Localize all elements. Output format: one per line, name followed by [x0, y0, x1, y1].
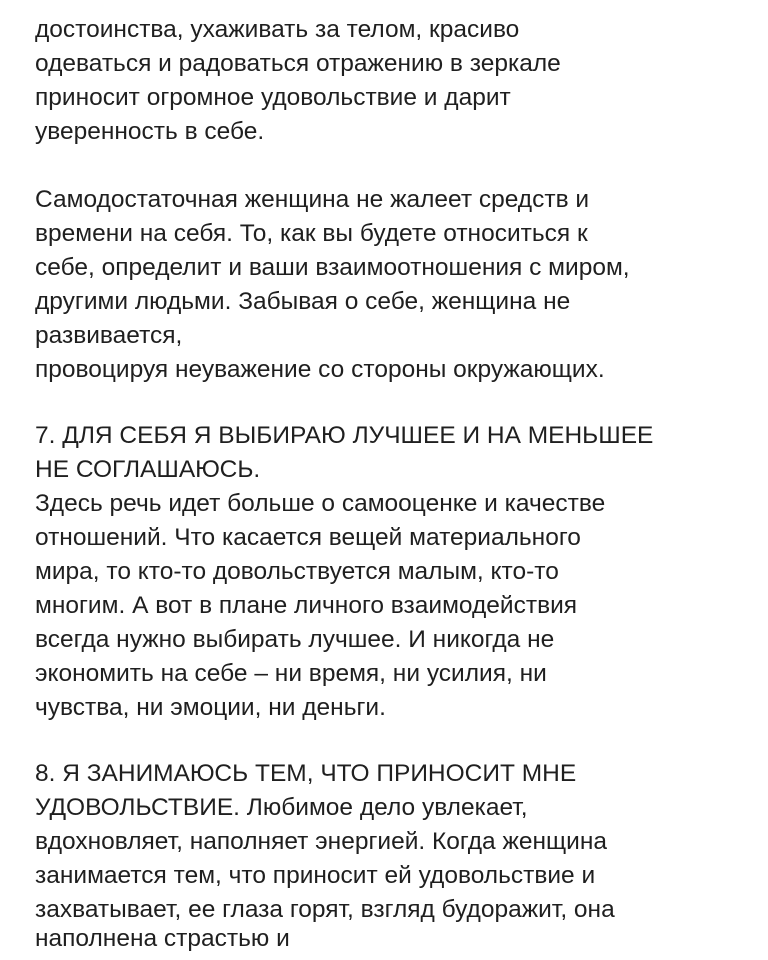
- text-line: Здесь речь идет больше о самооценке и качестве: [35, 490, 606, 517]
- text-line: провоцируя неуважение со стороны окружающих.: [35, 356, 605, 383]
- text-line: вдохновляет, наполняет энергией. Когда женщина: [35, 828, 608, 855]
- text-line: Самодостаточная женщина не жалеет средств и: [35, 186, 590, 213]
- text-line: занимается тем, что приносит ей удовольствие и: [35, 862, 596, 889]
- text-line: УДОВОЛЬСТВИЕ. Любимое дело увлекает,: [35, 794, 528, 821]
- text-line: экономить на себе – ни время, ни усилия, ни: [35, 660, 547, 687]
- section-heading-line: НЕ СОГЛАШАЮСЬ.: [35, 456, 261, 483]
- text-line: всегда нужно выбирать лучшее. И никогда не: [35, 626, 555, 653]
- text-line: отношений. Что касается вещей материального: [35, 524, 581, 551]
- text-line: чувства, ни эмоции, ни деньги.: [35, 694, 386, 721]
- text-line: мира, то кто-то довольствуется малым, кто-то: [35, 558, 559, 585]
- text-line: захватывает, ее глаза горят, взгляд будоражит, она: [35, 896, 615, 923]
- text-line: достоинства, ухаживать за телом, красиво: [35, 16, 520, 43]
- section-heading-line: 7. ДЛЯ СЕБЯ Я ВЫБИРАЮ ЛУЧШЕЕ И НА МЕНЬШЕЕ: [35, 422, 654, 449]
- text-line: уверенность в себе.: [35, 118, 265, 145]
- section-heading-line: 8. Я ЗАНИМАЮСЬ ТЕМ, ЧТО ПРИНОСИТ МНЕ: [35, 760, 577, 787]
- text-line: наполнена страстью и: [35, 925, 290, 952]
- text-line: развивается,: [35, 322, 183, 349]
- text-line: другими людьми. Забывая о себе, женщина не: [35, 288, 571, 315]
- text-line: приносит огромное удовольствие и дарит: [35, 84, 511, 111]
- text-line: себе, определит и ваши взаимоотношения с миром,: [35, 254, 630, 281]
- text-line: времени на себя. То, как вы будете относиться к: [35, 220, 588, 247]
- text-line: одеваться и радоваться отражению в зеркале: [35, 50, 561, 77]
- text-line: многим. А вот в плане личного взаимодействия: [35, 592, 578, 619]
